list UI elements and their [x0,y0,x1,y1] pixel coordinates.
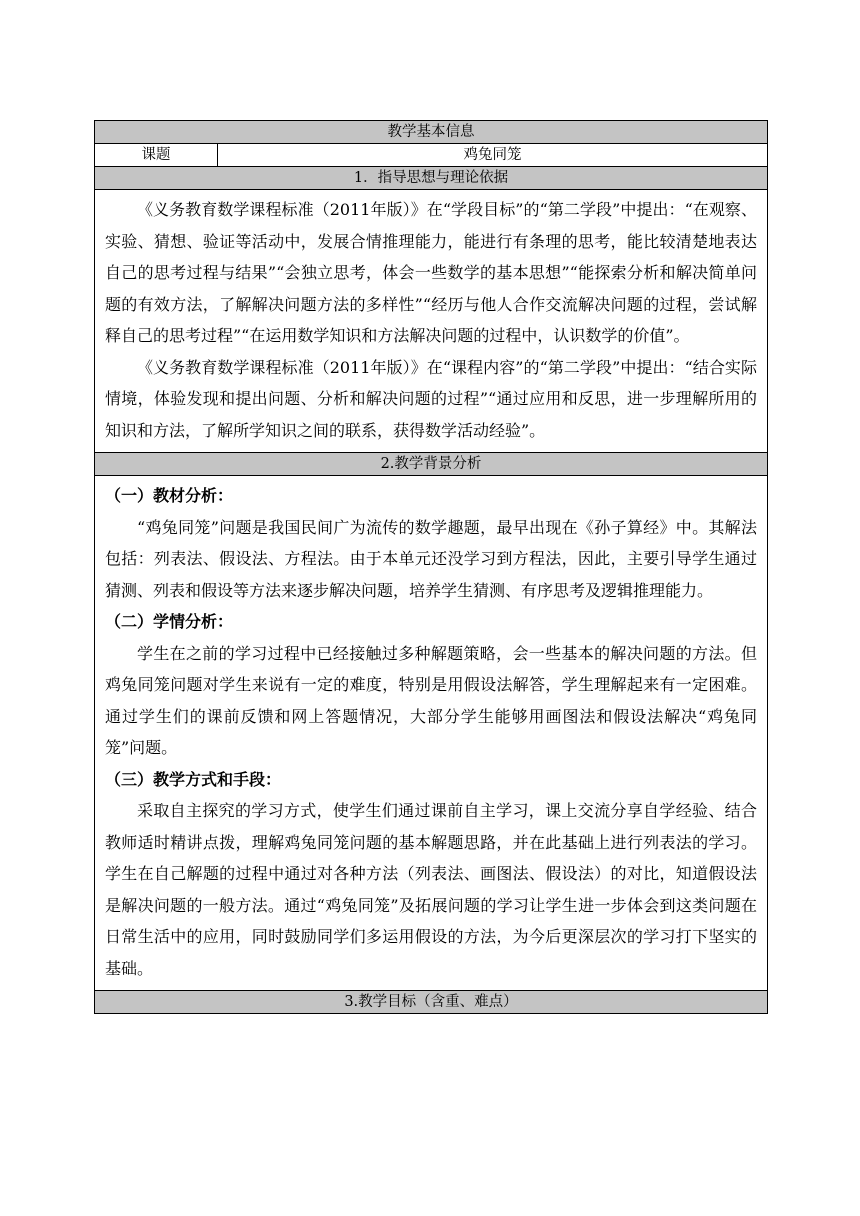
section1-paragraph: 《义务教育数学课程标准（2011年版）》在“学段目标”的“第二学段”中提出：“在观察、实验、猜想、验证等活动中，发展合情推理能力，能进行有条理的思考，能比较清楚地表达自己的思考过程与结果”“会独立思考，体会一些数学的基本思想”“能探索分析和解决简单问题的有效方法，了解解决问题方法的多样性”“经历与他人合作交流解决问题的过程，尝试解释自己的思考过程”“在运用数学知识和方法解决问题的过程中，认识数学的价值”。 [105,200,757,345]
lesson-plan-table [94,120,768,1014]
section3-header: 3.教学目标（含重、难点） [95,991,768,1014]
subheading-textbook-analysis: （一）教材分析： [105,486,234,505]
subheading-student-analysis: （二）学情分析： [105,612,234,631]
basic-info-header: 教学基本信息 [95,121,768,144]
student-analysis-text: 学生在之前的学习过程中已经接触过多种解题策略，会一些基本的解决问题的方法。但鸡兔同笼问题对学生来说有一定的难度，特别是用假设法解答，学生理解起来有一定困难。通过学生们的课前反馈和网上答题情况，大部分学生能够用画图法和假设法解决“鸡兔同笼”问题。 [105,643,757,757]
section1-header: 1．指导思想与理论依据 [95,167,768,190]
textbook-analysis-text: “鸡兔同笼”问题是我国民间广为流传的数学趣题，最早出现在《孙子算经》中。其解法包括：列表法、假设法、方程法。由于本单元还没学习到方程法，因此，主要引导学生通过猜测、列表和假设等方法来逐步解决问题，培养学生猜测、有序思考及逻辑推理能力。 [105,517,757,600]
section1-body [95,190,768,453]
subheading-teaching-methods: （三）教学方式和手段： [105,769,282,789]
section2-body [95,476,768,991]
topic-value: 鸡兔同笼 [218,144,768,167]
section2-header: 2.教学背景分析 [95,453,768,476]
topic-label: 课题 [95,144,218,167]
section1-paragraph: 《义务教育数学课程标准（2011年版）》在“课程内容”的“第二学段”中提出：“结合实际情境，体验发现和提出问题、分析和解决问题的过程”“通过应用和反思，进一步理解所用的知识和方法，了解所学知识之间的联系，获得数学活动经验”。 [105,357,757,440]
teaching-methods-text: 采取自主探究的学习方式，使学生们通过课前自主学习，课上交流分享自学经验、结合教师适时精讲点拨，理解鸡兔同笼问题的基本解题思路，并在此基础上进行列表法的学习。学生在自己解题的过程中通过对各种方法（列表法、画图法、假设法）的对比，知道假设法是解决问题的一般方法。通过“鸡兔同笼”及拓展问题的学习让学生进一步体会到这类问题在日常生活中的应用，同时鼓励同学们多运用假设的方法，为今后更深层次的学习打下坚实的基础。 [105,801,757,978]
